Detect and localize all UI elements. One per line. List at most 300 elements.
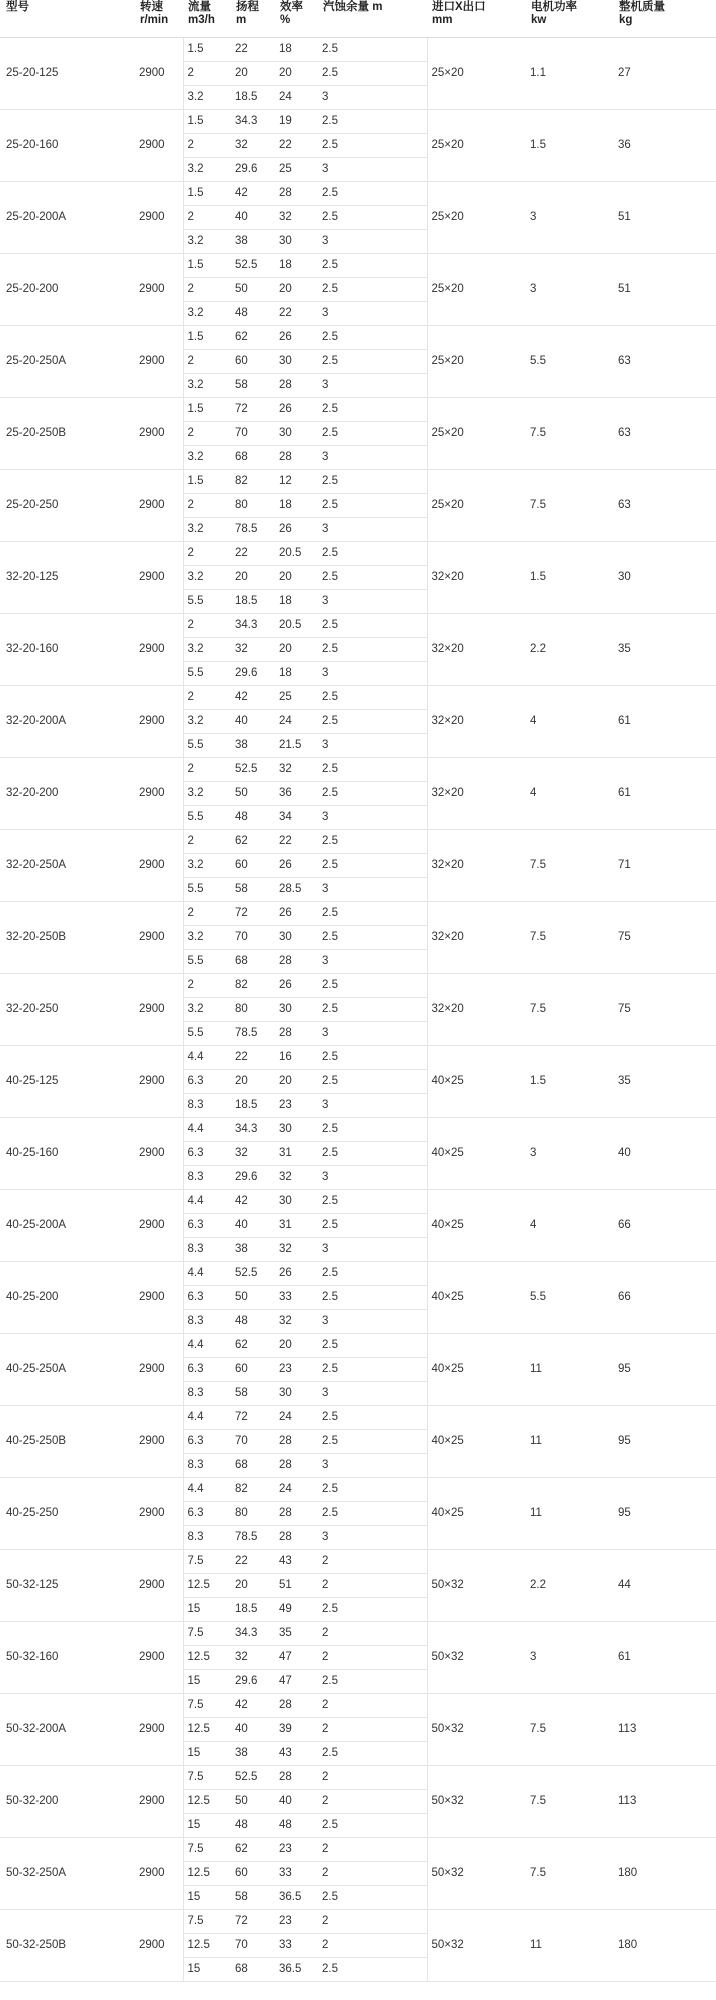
cell-npsh: 2.5: [318, 1214, 427, 1238]
cell-efficiency: 49: [275, 1598, 318, 1622]
cell-efficiency: 26: [275, 902, 318, 926]
cell-flow: 5.5: [183, 878, 231, 902]
cell-efficiency: 18: [275, 254, 318, 278]
cell-port: 32×20: [427, 614, 526, 686]
cell-flow: 6.3: [183, 1286, 231, 1310]
cell-head: 34.3: [231, 1118, 275, 1142]
cell-mass: 40: [614, 1118, 716, 1190]
cell-flow: 1.5: [183, 398, 231, 422]
header-port: [427, 0, 526, 38]
cell-efficiency: 48: [275, 1814, 318, 1838]
cell-efficiency: 31: [275, 1214, 318, 1238]
cell-npsh: 2.5: [318, 1430, 427, 1454]
cell-flow: 12.5: [183, 1574, 231, 1598]
cell-speed: 2900: [135, 38, 183, 110]
cell-npsh: 2.5: [318, 974, 427, 998]
cell-flow: 1.5: [183, 470, 231, 494]
cell-head: 82: [231, 974, 275, 998]
table-body: [0, 38, 716, 1982]
cell-flow: 12.5: [183, 1934, 231, 1958]
cell-efficiency: 20.5: [275, 614, 318, 638]
cell-efficiency: 33: [275, 1934, 318, 1958]
cell-head: 42: [231, 1190, 275, 1214]
cell-mass: 71: [614, 830, 716, 902]
cell-power: 3: [526, 182, 614, 254]
table-row: [0, 1190, 716, 1214]
cell-efficiency: 23: [275, 1358, 318, 1382]
cell-npsh: 2.5: [318, 326, 427, 350]
cell-npsh: 3: [318, 734, 427, 758]
header-head-label: 扬程: [236, 1, 259, 13]
cell-npsh: 2.5: [318, 758, 427, 782]
cell-power: 7.5: [526, 398, 614, 470]
cell-power: 7.5: [526, 902, 614, 974]
cell-head: 48: [231, 806, 275, 830]
cell-head: 52.5: [231, 758, 275, 782]
cell-npsh: 2.5: [318, 278, 427, 302]
cell-flow: 1.5: [183, 182, 231, 206]
cell-efficiency: 19: [275, 110, 318, 134]
cell-speed: 2900: [135, 326, 183, 398]
cell-flow: 6.3: [183, 1502, 231, 1526]
cell-flow: 8.3: [183, 1166, 231, 1190]
cell-head: 40: [231, 1718, 275, 1742]
cell-mass: 75: [614, 974, 716, 1046]
header-row: [0, 0, 716, 38]
cell-npsh: 2.5: [318, 1286, 427, 1310]
cell-head: 18.5: [231, 590, 275, 614]
cell-head: 40: [231, 206, 275, 230]
cell-flow: 2: [183, 494, 231, 518]
cell-model: 32-20-250B: [0, 902, 135, 974]
cell-npsh: 2.5: [318, 494, 427, 518]
cell-head: 20: [231, 1070, 275, 1094]
cell-head: 60: [231, 350, 275, 374]
cell-npsh: 2: [318, 1718, 427, 1742]
table-row: [0, 1622, 716, 1646]
cell-power: 5.5: [526, 326, 614, 398]
cell-efficiency: 28: [275, 950, 318, 974]
table-row: [0, 110, 716, 134]
header-flow: [183, 0, 231, 38]
cell-efficiency: 30: [275, 350, 318, 374]
cell-power: 7.5: [526, 974, 614, 1046]
cell-head: 68: [231, 1454, 275, 1478]
cell-efficiency: 32: [275, 1310, 318, 1334]
cell-efficiency: 32: [275, 1238, 318, 1262]
cell-head: 72: [231, 398, 275, 422]
cell-flow: 7.5: [183, 1694, 231, 1718]
cell-flow: 3.2: [183, 710, 231, 734]
cell-model: 25-20-250B: [0, 398, 135, 470]
cell-flow: 2: [183, 134, 231, 158]
cell-npsh: 2: [318, 1574, 427, 1598]
cell-head: 29.6: [231, 158, 275, 182]
table-row: [0, 38, 716, 62]
cell-model: 32-20-125: [0, 542, 135, 614]
cell-model: 25-20-200: [0, 254, 135, 326]
cell-flow: 2: [183, 830, 231, 854]
cell-flow: 6.3: [183, 1142, 231, 1166]
cell-efficiency: 18: [275, 38, 318, 62]
cell-efficiency: 12: [275, 470, 318, 494]
cell-npsh: 3: [318, 158, 427, 182]
cell-npsh: 2.5: [318, 1886, 427, 1910]
table-row: [0, 830, 716, 854]
table-row: [0, 1262, 716, 1286]
cell-efficiency: 24: [275, 1478, 318, 1502]
cell-flow: 8.3: [183, 1454, 231, 1478]
cell-efficiency: 30: [275, 926, 318, 950]
table-row: [0, 1334, 716, 1358]
cell-efficiency: 36.5: [275, 1886, 318, 1910]
cell-flow: 12.5: [183, 1862, 231, 1886]
cell-mass: 35: [614, 1046, 716, 1118]
cell-mass: 61: [614, 1622, 716, 1694]
cell-efficiency: 43: [275, 1742, 318, 1766]
cell-flow: 3.2: [183, 302, 231, 326]
cell-flow: 7.5: [183, 1766, 231, 1790]
cell-speed: 2900: [135, 614, 183, 686]
cell-head: 32: [231, 1646, 275, 1670]
cell-power: 7.5: [526, 830, 614, 902]
cell-efficiency: 30: [275, 422, 318, 446]
cell-flow: 2: [183, 758, 231, 782]
cell-head: 38: [231, 230, 275, 254]
cell-power: 1.1: [526, 38, 614, 110]
cell-flow: 2: [183, 686, 231, 710]
cell-power: 5.5: [526, 1262, 614, 1334]
cell-flow: 8.3: [183, 1094, 231, 1118]
cell-efficiency: 28: [275, 1502, 318, 1526]
header-efficiency-unit: %: [280, 14, 291, 26]
cell-npsh: 2.5: [318, 566, 427, 590]
cell-speed: 2900: [135, 1550, 183, 1622]
cell-head: 40: [231, 710, 275, 734]
cell-mass: 61: [614, 686, 716, 758]
cell-efficiency: 30: [275, 230, 318, 254]
cell-npsh: 2.5: [318, 134, 427, 158]
cell-power: 1.5: [526, 110, 614, 182]
table-row: [0, 398, 716, 422]
cell-efficiency: 24: [275, 86, 318, 110]
cell-efficiency: 51: [275, 1574, 318, 1598]
cell-model: 32-20-160: [0, 614, 135, 686]
header-mass-unit: kg: [619, 14, 633, 26]
cell-flow: 4.4: [183, 1046, 231, 1070]
cell-efficiency: 32: [275, 758, 318, 782]
cell-power: 7.5: [526, 1694, 614, 1766]
cell-npsh: 3: [318, 302, 427, 326]
cell-efficiency: 33: [275, 1286, 318, 1310]
cell-npsh: 3: [318, 950, 427, 974]
cell-head: 22: [231, 38, 275, 62]
cell-mass: 95: [614, 1406, 716, 1478]
cell-model: 50-32-250B: [0, 1910, 135, 1982]
cell-flow: 8.3: [183, 1238, 231, 1262]
cell-efficiency: 24: [275, 710, 318, 734]
cell-efficiency: 18: [275, 590, 318, 614]
cell-npsh: 2.5: [318, 1046, 427, 1070]
cell-power: 1.5: [526, 1046, 614, 1118]
cell-model: 25-20-250A: [0, 326, 135, 398]
cell-flow: 2: [183, 422, 231, 446]
table-row: [0, 1694, 716, 1718]
cell-efficiency: 23: [275, 1910, 318, 1934]
cell-head: 62: [231, 1838, 275, 1862]
cell-head: 50: [231, 1286, 275, 1310]
cell-head: 70: [231, 926, 275, 950]
cell-flow: 2: [183, 974, 231, 998]
header-flow-label: 流量: [188, 1, 211, 13]
cell-head: 38: [231, 1742, 275, 1766]
cell-npsh: 2.5: [318, 422, 427, 446]
cell-mass: 66: [614, 1262, 716, 1334]
cell-speed: 2900: [135, 1478, 183, 1550]
cell-head: 82: [231, 1478, 275, 1502]
cell-head: 20: [231, 566, 275, 590]
cell-speed: 2900: [135, 1262, 183, 1334]
cell-efficiency: 20: [275, 566, 318, 590]
cell-npsh: 2.5: [318, 1262, 427, 1286]
cell-npsh: 3: [318, 1094, 427, 1118]
cell-flow: 4.4: [183, 1478, 231, 1502]
cell-head: 62: [231, 326, 275, 350]
cell-port: 50×32: [427, 1838, 526, 1910]
cell-head: 60: [231, 1358, 275, 1382]
cell-head: 70: [231, 1430, 275, 1454]
cell-mass: 63: [614, 470, 716, 542]
cell-power: 2.2: [526, 614, 614, 686]
cell-speed: 2900: [135, 830, 183, 902]
cell-npsh: 2.5: [318, 254, 427, 278]
cell-head: 48: [231, 302, 275, 326]
cell-efficiency: 47: [275, 1646, 318, 1670]
cell-model: 40-25-125: [0, 1046, 135, 1118]
cell-head: 32: [231, 638, 275, 662]
cell-head: 62: [231, 830, 275, 854]
cell-npsh: 2.5: [318, 854, 427, 878]
cell-speed: 2900: [135, 974, 183, 1046]
header-head-unit: m: [236, 14, 247, 26]
cell-port: 25×20: [427, 182, 526, 254]
header-npsh: [318, 0, 427, 38]
cell-flow: 7.5: [183, 1910, 231, 1934]
cell-power: 3: [526, 254, 614, 326]
cell-flow: 5.5: [183, 734, 231, 758]
cell-npsh: 2.5: [318, 1742, 427, 1766]
cell-power: 2.2: [526, 1550, 614, 1622]
cell-head: 42: [231, 182, 275, 206]
cell-head: 22: [231, 1046, 275, 1070]
cell-npsh: 3: [318, 86, 427, 110]
cell-speed: 2900: [135, 1910, 183, 1982]
cell-speed: 2900: [135, 182, 183, 254]
cell-model: 40-25-250A: [0, 1334, 135, 1406]
cell-efficiency: 30: [275, 1118, 318, 1142]
cell-head: 32: [231, 134, 275, 158]
cell-flow: 3.2: [183, 230, 231, 254]
cell-npsh: 2.5: [318, 686, 427, 710]
cell-mass: 36: [614, 110, 716, 182]
cell-efficiency: 20: [275, 278, 318, 302]
cell-flow: 12.5: [183, 1790, 231, 1814]
header-port-unit: mm: [432, 14, 453, 26]
header-head: [231, 0, 275, 38]
cell-npsh: 2.5: [318, 542, 427, 566]
cell-mass: 75: [614, 902, 716, 974]
cell-flow: 6.3: [183, 1430, 231, 1454]
cell-flow: 12.5: [183, 1646, 231, 1670]
cell-head: 22: [231, 1550, 275, 1574]
cell-efficiency: 24: [275, 1406, 318, 1430]
cell-head: 70: [231, 422, 275, 446]
cell-head: 72: [231, 1406, 275, 1430]
cell-head: 48: [231, 1814, 275, 1838]
cell-efficiency: 28: [275, 1454, 318, 1478]
cell-port: 40×25: [427, 1262, 526, 1334]
cell-port: 25×20: [427, 254, 526, 326]
cell-model: 50-32-200: [0, 1766, 135, 1838]
table-row: [0, 1910, 716, 1934]
cell-npsh: 3: [318, 446, 427, 470]
cell-npsh: 2: [318, 1838, 427, 1862]
cell-flow: 1.5: [183, 38, 231, 62]
cell-mass: 51: [614, 254, 716, 326]
cell-flow: 3.2: [183, 566, 231, 590]
cell-efficiency: 35: [275, 1622, 318, 1646]
cell-port: 50×32: [427, 1766, 526, 1838]
cell-flow: 6.3: [183, 1214, 231, 1238]
cell-flow: 2: [183, 614, 231, 638]
cell-model: 25-20-160: [0, 110, 135, 182]
cell-npsh: 2.5: [318, 1190, 427, 1214]
cell-efficiency: 32: [275, 206, 318, 230]
cell-efficiency: 30: [275, 998, 318, 1022]
cell-head: 34.3: [231, 614, 275, 638]
cell-head: 78.5: [231, 518, 275, 542]
cell-flow: 4.4: [183, 1406, 231, 1430]
cell-mass: 30: [614, 542, 716, 614]
cell-npsh: 2: [318, 1646, 427, 1670]
cell-mass: 51: [614, 182, 716, 254]
cell-speed: 2900: [135, 1406, 183, 1478]
cell-npsh: 3: [318, 806, 427, 830]
cell-npsh: 3: [318, 1022, 427, 1046]
cell-mass: 95: [614, 1478, 716, 1550]
cell-mass: 27: [614, 38, 716, 110]
cell-flow: 3.2: [183, 926, 231, 950]
cell-head: 38: [231, 734, 275, 758]
cell-speed: 2900: [135, 1118, 183, 1190]
cell-flow: 15: [183, 1814, 231, 1838]
cell-power: 7.5: [526, 1838, 614, 1910]
cell-model: 25-20-125: [0, 38, 135, 110]
cell-npsh: 2: [318, 1766, 427, 1790]
table-row: [0, 1046, 716, 1070]
cell-mass: 66: [614, 1190, 716, 1262]
cell-npsh: 2.5: [318, 830, 427, 854]
cell-efficiency: 26: [275, 326, 318, 350]
cell-head: 68: [231, 1958, 275, 1982]
cell-model: 40-25-250: [0, 1478, 135, 1550]
cell-flow: 1.5: [183, 110, 231, 134]
cell-efficiency: 26: [275, 974, 318, 998]
cell-npsh: 2.5: [318, 638, 427, 662]
cell-flow: 4.4: [183, 1334, 231, 1358]
cell-efficiency: 43: [275, 1550, 318, 1574]
cell-speed: 2900: [135, 1622, 183, 1694]
cell-flow: 7.5: [183, 1838, 231, 1862]
cell-npsh: 2.5: [318, 998, 427, 1022]
cell-flow: 7.5: [183, 1550, 231, 1574]
cell-head: 78.5: [231, 1022, 275, 1046]
cell-efficiency: 28: [275, 1766, 318, 1790]
cell-head: 38: [231, 1238, 275, 1262]
cell-speed: 2900: [135, 1046, 183, 1118]
cell-efficiency: 28: [275, 182, 318, 206]
header-efficiency: [275, 0, 318, 38]
cell-npsh: 2: [318, 1694, 427, 1718]
cell-efficiency: 20: [275, 1070, 318, 1094]
header-power-label: 电机功率: [531, 1, 577, 13]
cell-flow: 3.2: [183, 854, 231, 878]
cell-npsh: 3: [318, 230, 427, 254]
cell-head: 29.6: [231, 1670, 275, 1694]
table-row: [0, 254, 716, 278]
cell-efficiency: 21.5: [275, 734, 318, 758]
cell-efficiency: 28: [275, 446, 318, 470]
cell-efficiency: 32: [275, 1166, 318, 1190]
cell-npsh: 2: [318, 1550, 427, 1574]
cell-head: 68: [231, 446, 275, 470]
cell-npsh: 2.5: [318, 182, 427, 206]
cell-flow: 2: [183, 62, 231, 86]
cell-flow: 2: [183, 278, 231, 302]
cell-efficiency: 36.5: [275, 1958, 318, 1982]
cell-efficiency: 20: [275, 638, 318, 662]
cell-efficiency: 18: [275, 494, 318, 518]
cell-port: 40×25: [427, 1190, 526, 1262]
cell-port: 25×20: [427, 326, 526, 398]
cell-model: 50-32-125: [0, 1550, 135, 1622]
cell-head: 80: [231, 1502, 275, 1526]
cell-efficiency: 28: [275, 1526, 318, 1550]
cell-head: 60: [231, 854, 275, 878]
cell-port: 32×20: [427, 686, 526, 758]
cell-npsh: 2: [318, 1790, 427, 1814]
cell-flow: 3.2: [183, 86, 231, 110]
cell-flow: 3.2: [183, 782, 231, 806]
cell-flow: 12.5: [183, 1718, 231, 1742]
cell-npsh: 2: [318, 1622, 427, 1646]
cell-efficiency: 30: [275, 1382, 318, 1406]
cell-efficiency: 22: [275, 302, 318, 326]
cell-npsh: 2.5: [318, 398, 427, 422]
table-row: [0, 614, 716, 638]
cell-head: 80: [231, 998, 275, 1022]
table-row: [0, 1478, 716, 1502]
cell-head: 34.3: [231, 110, 275, 134]
cell-head: 34.3: [231, 1622, 275, 1646]
cell-efficiency: 22: [275, 830, 318, 854]
cell-flow: 8.3: [183, 1526, 231, 1550]
cell-port: 40×25: [427, 1118, 526, 1190]
cell-port: 40×25: [427, 1406, 526, 1478]
cell-head: 78.5: [231, 1526, 275, 1550]
cell-speed: 2900: [135, 110, 183, 182]
cell-model: 25-20-250: [0, 470, 135, 542]
